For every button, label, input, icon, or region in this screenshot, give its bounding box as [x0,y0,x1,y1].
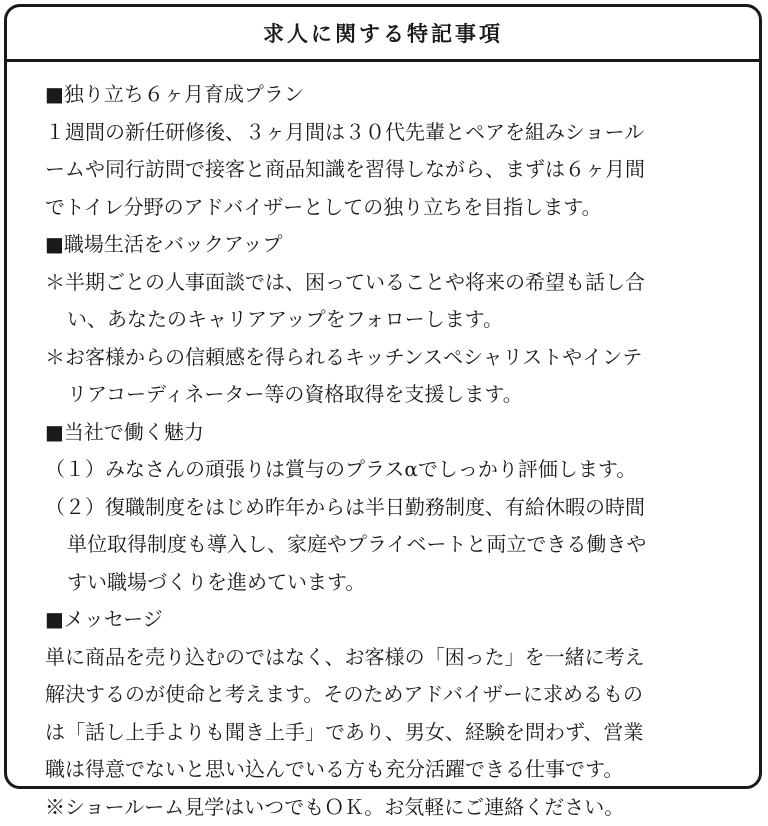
paragraph-line: 職は得意でないと思い込んでいる方も充分活躍できる仕事です。 [45,751,739,789]
bullet-item-line: ＊半期ごとの人事面談では、困っていることや将来の希望も話し合 [45,264,739,302]
paragraph-line: ※ショールーム見学はいつでもＯＫ。お気軽にご連絡ください。 [45,789,739,826]
numbered-item-continuation: すい職場づくりを進めています。 [45,564,739,602]
section-heading-support: ■職場生活をバックアップ [45,226,739,264]
paragraph-line: でトイレ分野のアドバイザーとしての独り立ちを目指します。 [45,189,739,227]
notice-box [4,4,762,789]
bullet-item-continuation: リアコーディネーター等の資格取得を支援します。 [45,376,739,414]
bullet-item-line: ＊お客様からの信頼感を得られるキッチンスペシャリストやインテ [45,339,739,377]
section-heading-appeal: ■当社で働く魅力 [45,414,739,452]
paragraph-line: ームや同行訪問で接客と商品知識を習得しながら、まずは６ヶ月間 [45,151,739,189]
paragraph-line: は「話し上手よりも聞き上手」であり、男女、経験を問わず、営業 [45,714,739,752]
page-title: 求人に関する特記事項 [263,18,503,48]
notice-content [7,62,759,826]
paragraph-line: １週間の新任研修後、３ヶ月間は３０代先輩とペアを組みショール [45,114,739,152]
numbered-item-line: （２）復職制度をはじめ昨年からは半日勤務制度、有給休暇の時間 [45,489,739,527]
bullet-item-continuation: い、あなたのキャリアアップをフォローします。 [45,301,739,339]
paragraph-line: 解決するのが使命と考えます。そのためアドバイザーに求めるもの [45,676,739,714]
header-bar [7,7,759,62]
section-heading-training: ■独り立ち６ヶ月育成プラン [45,76,739,114]
numbered-item-continuation: 単位取得制度も導入し、家庭やプライベートと両立できる働きや [45,526,739,564]
section-heading-message: ■メッセージ [45,601,739,639]
paragraph-line: 単に商品を売り込むのではなく、お客様の「困った」を一緒に考え [45,639,739,677]
numbered-item-line: （１）みなさんの頑張りは賞与のプラスαでしっかり評価します。 [45,451,739,489]
